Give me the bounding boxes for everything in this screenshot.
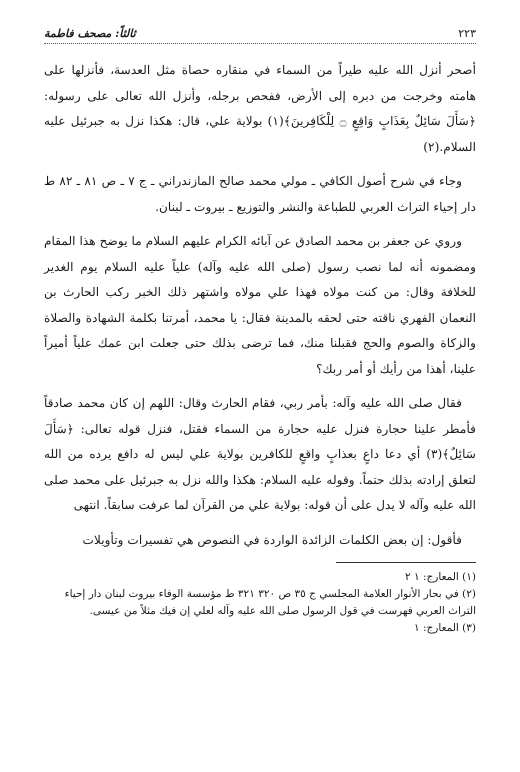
running-title: ثالثاً: مصحف فاطمة [44, 27, 136, 40]
footnote: (٣) المعارج: ١ [414, 622, 476, 634]
footnote: (١) المعارج: ١ ٢ [405, 571, 476, 583]
footnote-separator [336, 562, 476, 563]
page-number: ٢٢٣ [458, 27, 476, 40]
footnotes [44, 569, 476, 637]
paragraph: فقال صلى الله عليه وآله: بأمر ربي، فقام الحارث وقال: اللهم إن كان محمد صادقاً فأمطر علينا حجارة فنزل عليه حجارة من السماء فقتل، فنزل قوله تعالى: ﴿سَأَلَ سَائِلٌ﴾(٣) أي دعا داعٍ بعذابٍ واقعٍ للكافرين بولاية علي ليس له دافع يرده من الله لتعلق إرادته بذلك حتماً. وقوله عليه السلام: هكذا والله نزل به جبرئيل على محمد صلى الله عليه وآله لا يدل على أن قوله: بولاية علي من القرآن لما عرفت سابقاً. انتهى [44, 396, 476, 512]
footnote: (٢) في بحار الأنوار العلامة المجلسي ج ٣٥ ص ٣٢٠ ٣٢١ ط مؤسسة الوفاء بيروت لبنان دار إحياء التراث العربي فهرست في قول الرسول صلى الله عليه وآله لعلي إن فيك مثلاً من عيسى. [64, 588, 476, 617]
paragraph: فأقول: إن بعض الكلمات الزائدة الواردة في النصوص هي تفسيرات وتأويلات [82, 532, 462, 547]
book-page [44, 24, 476, 754]
paragraph: وروي عن جعفر بن محمد الصادق عن آبائه الكرام عليهم السلام ما يوضح هذا المقام ومضمونه أنه لما نصب رسول (صلى الله عليه وآله) علياً عليه السلام يوم الغدير للخلافة وقال: من كنت مولاه فهذا علي مولاه واشتهر ذلك الخبر ركب الحارث بن النعمان الفهري ناقته حتى لحقه بالمدينة فقال: يا محمد، أمرتنا بكلمة الشهادة والصلاة والزكاة والصوم والحج فقبلنا منك، فما ترضى بذلك حتى جعلت ابن عمك علياً أميراً علينا، أهذا من رأيك أو أمر ربك؟ [44, 234, 476, 376]
paragraph: وجاء في شرح أصول الكافي ـ مولي محمد صالح المازندراني ـ ج ٧ ـ ص ٨١ ـ ٨٢ ط دار إحياء التراث العربي للطباعة والنشر والتوزيع ـ بيروت ـ لبنان. [44, 174, 476, 214]
main-text [44, 58, 476, 553]
page-header [44, 24, 476, 44]
paragraph: أصحر أنزل الله عليه طيراً من السماء في منقاره حصاة مثل العدسة، فأنزلها على هامته وخرجت من دبره إلى الأرض، ففحص برجله، وأنزل الله تعالى على رسوله: ﴿سَأَلَ سَائِلٌ بِعَذَابٍ وَاقِعٍ ۝ لِلْكَافِرينَ﴾(١) بولاية علي، قال: هكذا نزل به جبرئيل عليه السلام.(٢) [44, 63, 476, 154]
